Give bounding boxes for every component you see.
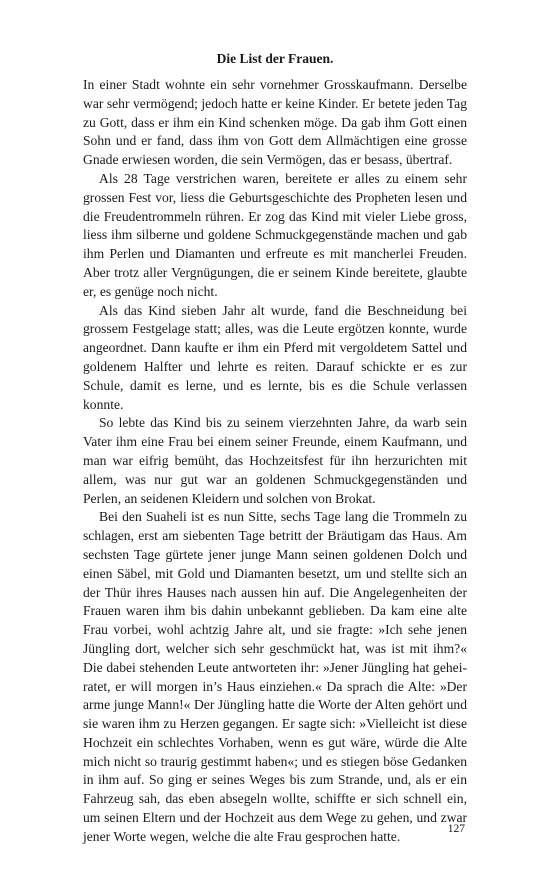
chapter-title: Die List der Frauen. bbox=[216, 51, 334, 66]
page-body bbox=[83, 50, 467, 847]
page-number: 127 bbox=[447, 823, 465, 835]
paragraph-3: Als das Kind sieben Jahr alt wurde, fand die Beschneidung bei grossem Festgelage statt; alles, was die Leute ergötzen konnte, wurde angeordnet. Dann kaufte er ihm ein Pferd mit vergoldetem Sattel und goldenem Halfter und lehrte es reiten. Darauf schickte er es zur Schule, damit es lerne, und es lernte, bis es die Schule verlassen konnte. bbox=[83, 302, 467, 412]
paragraph-4: So lebte das Kind bis zu seinem vierzehnten Jahre, da warb sein Vater ihm eine Frau bei einem seiner Freunde, einem Kaufmann, und man war eifrig bemüht, das Hochzeitsfest für ihn herzurichten mit allem, was nur gut war an goldenen Schmuckgegenständen und Perlen, an seidenen Kleidern und solchen von Brokat. bbox=[83, 415, 467, 506]
paragraph-1: In einer Stadt wohnte ein sehr vornehmer Grosskaufmann. Derselbe war sehr vermögend; jedoch hatte er keine Kinder. Er betete jeden Tag zu Gott, dass er ihm ein Kind schenken möge. Da gab ihm Gott einen Sohn und er fand, dass ihm von Gott dem Allmächtigen eine grosse Gnade erwiesen worden, die sein Vermögen, das er besass, übertraf. bbox=[83, 77, 467, 168]
paragraph-5: Bei den Suaheli ist es nun Sitte, sechs Tage lang die Trommeln zu schlagen, erst am siebenten Tage betritt der Bräutigam das Haus. Am sechsten Tage gürtete jener junge Mann seinen goldenen Dolch und einen Säbel, mit Gold und Diamanten besetzt, um und stellte sich an der Thür ihres Hauses nach aussen hin auf. Die Angelegenheiten der Frauen waren ihm bis dahin unbekannt geblieben. Da kam eine alte Frau vorbei, wohl achtzig Jahre alt, und sie fragte: »Ich sehe jenen Jüngling dort, welcher sich sehr geschmückt hat, was ist mit ihm?« Die dabei stehenden Leute antworteten ihr: »Jener Jüngling hat geheiratet, er will morgen in’s Haus einziehen.« Da sprach die Alte: »Der arme junge Mann!« Der Jüngling hatte die Worte der Alten gehört und sie waren ihm zu Herzen gegangen. Er sagte sich: »Vielleicht ist diese Hochzeit ein schlechtes Vorhaben, wenn es gut wäre, würde die Alte mich nicht so traurig gestimmt haben«; und es stiegen böse Gedanken in ihm auf. So ging er seines Weges bis zum Strande, und, als er ein Fahrzeug sah, das eben absegeln wollte, schiffte er sich schnell ein, um seinen Eltern und der Hochzeit aus dem Wege zu gehen, und zwar jener Worte wegen, welche die alte Frau gesprochen hatte. bbox=[83, 509, 467, 844]
paragraph-2: Als 28 Tage verstrichen waren, bereitete er alles zu einem sehr grossen Fest vor, liess die Geburtsgeschichte des Propheten lesen und die Freudentrommeln rühren. Er zog das Kind mit vieler Liebe gross, liess ihm silberne und goldene Schmuckgegenstände machen und gab ihm Perlen und Diamanten und erfreute es mit mancherlei Freuden. Aber trotz aller Vergnügungen, die er seinem Kinde bereitete, glaubte er, es genüge noch nicht. bbox=[83, 170, 467, 299]
